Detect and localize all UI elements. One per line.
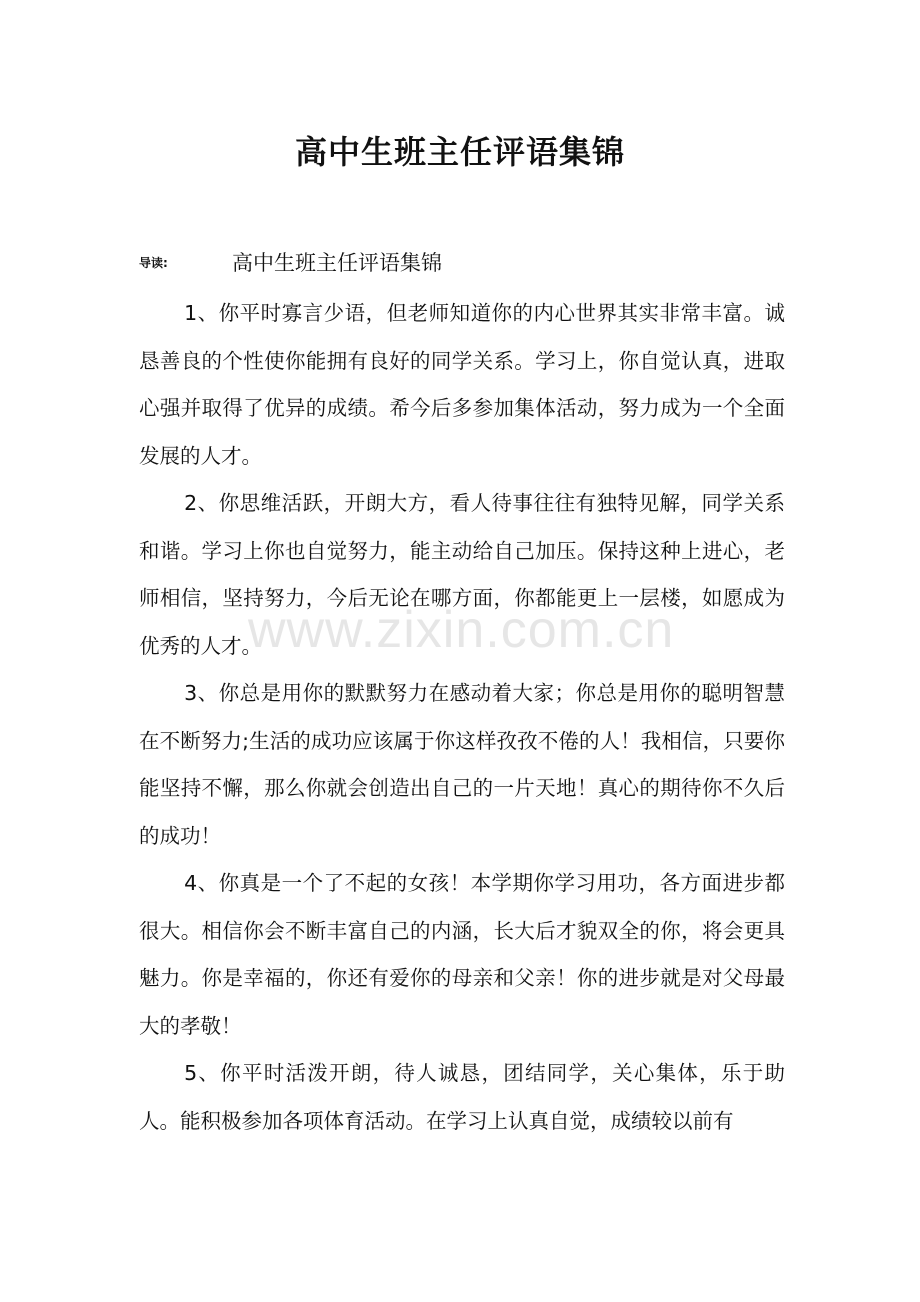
watermark: www.zixin.com.cn [248,601,675,659]
paragraph-5: 5、你平时活泼开朗，待人诚恳，团结同学，关心集体，乐于助人。能积极参加各项体育活动。在学习上认真自觉，成绩较以前有 [139,1061,785,1133]
paragraph-1: 1、你平时寡言少语，但老师知道你的内心世界其实非常丰富。诚恳善良的个性使你能拥有良好的同学关系。学习上，你自觉认真，进取心强并取得了优异的成绩。希今后多参加集体活动，努力成为一个全面发展的人才。 [139,301,785,468]
intro-label: 导读: [139,255,168,270]
intro-line [139,244,442,280]
intro-text: 高中生班主任评语集锦 [232,251,442,275]
paragraph-4: 4、你真是一个了不起的女孩！本学期你学习用功，各方面进步都很大。相信你会不断丰富自己的内涵，长大后才貌双全的你，将会更具魅力。你是幸福的，你还有爱你的母亲和父亲！你的进步就是对父母最大的孝敬！ [139,871,785,1038]
paragraph-2: 2、你思维活跃，开朗大方，看人待事往往有独特见解，同学关系和谐。学习上你也自觉努力，能主动给自己加压。保持这种上进心，老师相信，坚持努力，今后无论在哪方面，你都能更上一层楼，如愿成为优秀的人才。 [139,491,785,658]
document-body [139,290,785,1145]
paragraph-3: 3、你总是用你的默默努力在感动着大家；你总是用你的聪明智慧在不断努力;生活的成功应该属于你这样孜孜不倦的人！我相信，只要你能坚持不懈，那么你就会创造出自己的一片天地！真心的期待你不久后的成功！ [139,681,785,848]
page-title: 高中生班主任评语集锦 [294,133,625,171]
